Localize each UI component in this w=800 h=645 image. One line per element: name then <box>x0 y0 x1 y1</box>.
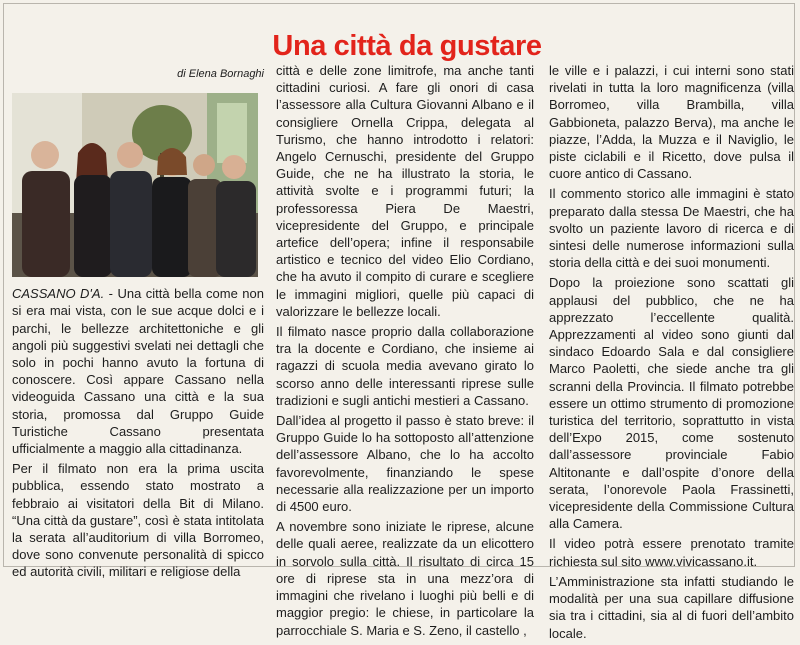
byline: di Elena Bornaghi <box>177 68 264 80</box>
paragraph: Dall’idea al progetto il passo è stato breve: il Gruppo Guide lo ha sottoposto all’attenzione dell’assessore Albano, che lo ha accolto favorevolmente, finanziando le spese necessarie alla realizzazione per un importo di 4500 euro. <box>276 413 534 515</box>
paragraph-text: - Una città bella come non si era mai vista, con le sue acque dolci e i parchi, le bellezze architettoniche e gli angoli più suggestivi svelati nei dettagli che solo in pochi hanno avuto la fortuna di conoscere. Così appare Cassano nella videoguida Cassano una città e la sua storia, promossa dal Gruppo Guide Turistiche Cassano presentata ufficialmente a maggio alla cittadinanza. <box>12 286 264 457</box>
article-title: Una città da gustare <box>272 30 542 63</box>
paragraph: Il commento storico alle immagini è stato preparato dalla stessa De Maestri, che ha svolto un paziente lavoro di ricerca e di sintesi delle numerose informazioni sulla storia della città e dei suoi monumenti. <box>549 186 794 271</box>
paragraph: A novembre sono iniziate le riprese, alcune delle quali aeree, realizzate da un elicottero in sorvolo sulla città. Il risultato di circa 15 ore di riprese sta in una mezz’ora di immagini che rivelano i luoghi più belli e di maggior pregio: le chiese, in particolare la parrocchiale S. Maria e S. Zeno, il castello , <box>276 519 534 638</box>
photo-illustration <box>12 93 258 277</box>
paragraph: Il filmato nasce proprio dalla collaborazione tra la docente e Cordiano, che insieme ai ragazzi di scuola media avevano girato lo scorso anno delle interessanti riprese sulle tradizioni e sugli antichi mestieri a Cassano. <box>276 324 534 408</box>
paragraph: Dopo la proiezione sono scattati gli applausi del pubblico, che ne ha apprezzato l’eccellente qualità. Apprezzamenti al video sono giunti dal sindaco Edoardo Sala e dal consigliere Marco Paoletti, che siede anche tra gli scranni della Provincia. Il filmato potrebbe essere un ottimo strumento di promozione turistica del territorio, soprattutto in vista dell’Expo 2015, come sostenuto dall’assessore provinciale Fabio Altitonante e dall’ospite d’onore della serata, l’onorevole Paola Frassinetti, vicepresidente della Commissione Cultura alla Camera. <box>549 275 794 532</box>
paragraph: Il video potrà essere prenotato tramite richiesta sul sito www.vivicassano.it. <box>549 536 794 569</box>
dateline: CASSANO D'A. <box>12 286 105 302</box>
paragraph <box>12 285 264 457</box>
column-2 <box>276 62 534 642</box>
group-photo <box>12 93 258 277</box>
column-3 <box>549 62 794 645</box>
column-1 <box>12 66 264 584</box>
paragraph: L’Amministrazione sta infatti studiando le modalità per una sua capillare diffusione sia tra i cittadini, sia al di fuori dell’ambito locale. <box>549 573 794 641</box>
paragraph: città e delle zone limitrofe, ma anche tanti cittadini curiosi. A fare gli onori di casa l’assessore alla Cultura Giovanni Albano e il consigliere Ornella Crippa, delegata al Turismo, che hanno introdotto i relatori: Angelo Cernuschi, presidente del Gruppo Guide, che ne ha illustrato la storia, le attività svolte e i programmi futuri; la professoressa Piera De Maestri, vicepresidente del Gruppo, e principale artefice dell’opera; infine il responsabile artistico e tecnico del video Elio Cordiano, che ha avuto il compito di curare e scegliere le immagini migliori, quelle più capaci di valorizzare le bellezze locali. <box>276 63 534 319</box>
paragraph: le ville e i palazzi, i cui interni sono stati rivelati in tutta la loro magnificenza (villa Borromeo, villa Brambilla, villa Gabbioneta, palazzo Berva), ma anche le piazze, l’Adda, la Muzza e il Naviglio, le piste ciclabili e il Ricetto, dove pulsa il cuore antico di Cassano. <box>549 63 794 182</box>
paragraph: Per il filmato non era la prima uscita pubblica, essendo stato mostrato a febbraio ai visitatori della Bit di Milano. “Una città da gustare”, così è stata intitolata la serata all’auditorium di villa Borromeo, dove sono convenute personalità di spicco ed autorità civili, militari e religiose della <box>12 461 264 580</box>
